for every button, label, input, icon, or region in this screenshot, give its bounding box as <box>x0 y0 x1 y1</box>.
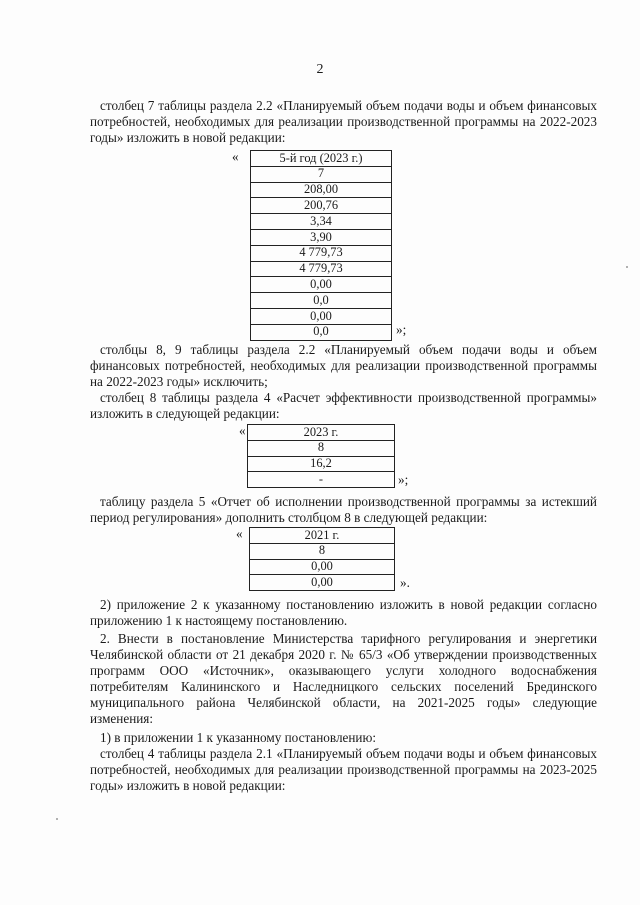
table-header-cell: 2021 г. <box>250 528 395 544</box>
page-number: 2 <box>316 62 324 77</box>
table-cell: 0,0 <box>251 293 392 309</box>
table-row <box>251 324 392 340</box>
table-row <box>248 472 395 488</box>
table-cell: 4 779,73 <box>251 245 392 261</box>
paragraph-appendix2: 2) приложение 2 к указанному постановлению изложить в новой редакции согласно приложению 1 к настоящему постановлению. <box>90 597 597 628</box>
table-header-row <box>248 425 395 441</box>
table-row <box>250 575 395 591</box>
paragraph-section4: столбец 8 таблицы раздела 4 «Расчет эффективности производственной программы» изложить в следующей редакции: <box>90 390 597 421</box>
table-header-row <box>251 151 392 167</box>
table3 <box>249 527 395 591</box>
table-row <box>251 198 392 214</box>
table-cell: 0,00 <box>251 277 392 293</box>
table-cell: 0,00 <box>250 575 395 591</box>
table-cell: 4 779,73 <box>251 261 392 277</box>
table-cell: 0,0 <box>251 324 392 340</box>
table-cell: 8 <box>248 440 395 456</box>
table-cell: 8 <box>250 543 395 559</box>
table1-close-quote: »; <box>396 322 407 337</box>
table1-open-quote: « <box>232 149 239 164</box>
table-row <box>251 308 392 324</box>
table-row <box>250 559 395 575</box>
table-cell: 0,00 <box>251 308 392 324</box>
table-row <box>251 166 392 182</box>
table2-open-quote: « <box>239 423 246 438</box>
paragraph-columns-exclude: столбцы 8, 9 таблицы раздела 2.2 «Планируемый объем подачи воды и объем финансовых потребностей, необходимых для реализации производственной программы на 2022-2023 годы» исключить; <box>90 342 597 389</box>
table-cell: 7 <box>251 166 392 182</box>
table-row <box>251 182 392 198</box>
table-cell: 208,00 <box>251 182 392 198</box>
table-cell: 16,2 <box>248 456 395 472</box>
paragraph-amend-resolution: 2. Внести в постановление Министерства тарифного регулирования и энергетики Челябинской области от 21 декабря 2020 г. № 65/3 «Об утверждении производственных программ ООО «Источник», оказывающего услуги холодного водоснабжения потребителям Калининского и Наследницкого сельских поселений Брединского муниципального района Челябинской области, на 2021-2025 годы» следующие изменения: <box>90 631 597 726</box>
table-row <box>248 440 395 456</box>
table1 <box>250 150 392 341</box>
table-row <box>251 214 392 230</box>
table-cell: 200,76 <box>251 198 392 214</box>
paragraph-table4-intro: столбец 4 таблицы раздела 2.1 «Планируемый объем подачи воды и объем финансовых потребностей, необходимых для реализации производственной программы на 2023-2025 годы» изложить в новой редакции: <box>90 746 597 793</box>
table3-open-quote: « <box>236 526 243 541</box>
table-row <box>251 261 392 277</box>
table2-close-quote: »; <box>398 472 409 487</box>
table-row <box>248 456 395 472</box>
table-header-row <box>250 528 395 544</box>
paragraph-table7-intro: столбец 7 таблицы раздела 2.2 «Планируемый объем подачи воды и объем финансовых потребностей, необходимых для реализации производственной программы на 2022-2023 годы» изложить в новой редакции: <box>90 98 597 145</box>
paragraph-section5: таблицу раздела 5 «Отчет об исполнении производственной программы за истекший период регулирования» дополнить столбцом 8 в следующей редакции: <box>90 494 597 525</box>
table-cell: - <box>248 472 395 488</box>
table-row <box>251 277 392 293</box>
table-row <box>251 229 392 245</box>
table3-close-quote: ». <box>400 575 410 590</box>
scan-speck <box>626 266 628 268</box>
table-cell: 3,90 <box>251 229 392 245</box>
paragraph-appendix1: 1) в приложении 1 к указанному постановлению: <box>100 730 377 745</box>
table-header-cell: 2023 г. <box>248 425 395 441</box>
table-cell: 3,34 <box>251 214 392 230</box>
table-row <box>250 543 395 559</box>
scan-speck <box>56 818 58 820</box>
table-row <box>251 293 392 309</box>
table2 <box>247 424 395 488</box>
table-cell: 0,00 <box>250 559 395 575</box>
table-row <box>251 245 392 261</box>
table-header-cell: 5-й год (2023 г.) <box>251 151 392 167</box>
